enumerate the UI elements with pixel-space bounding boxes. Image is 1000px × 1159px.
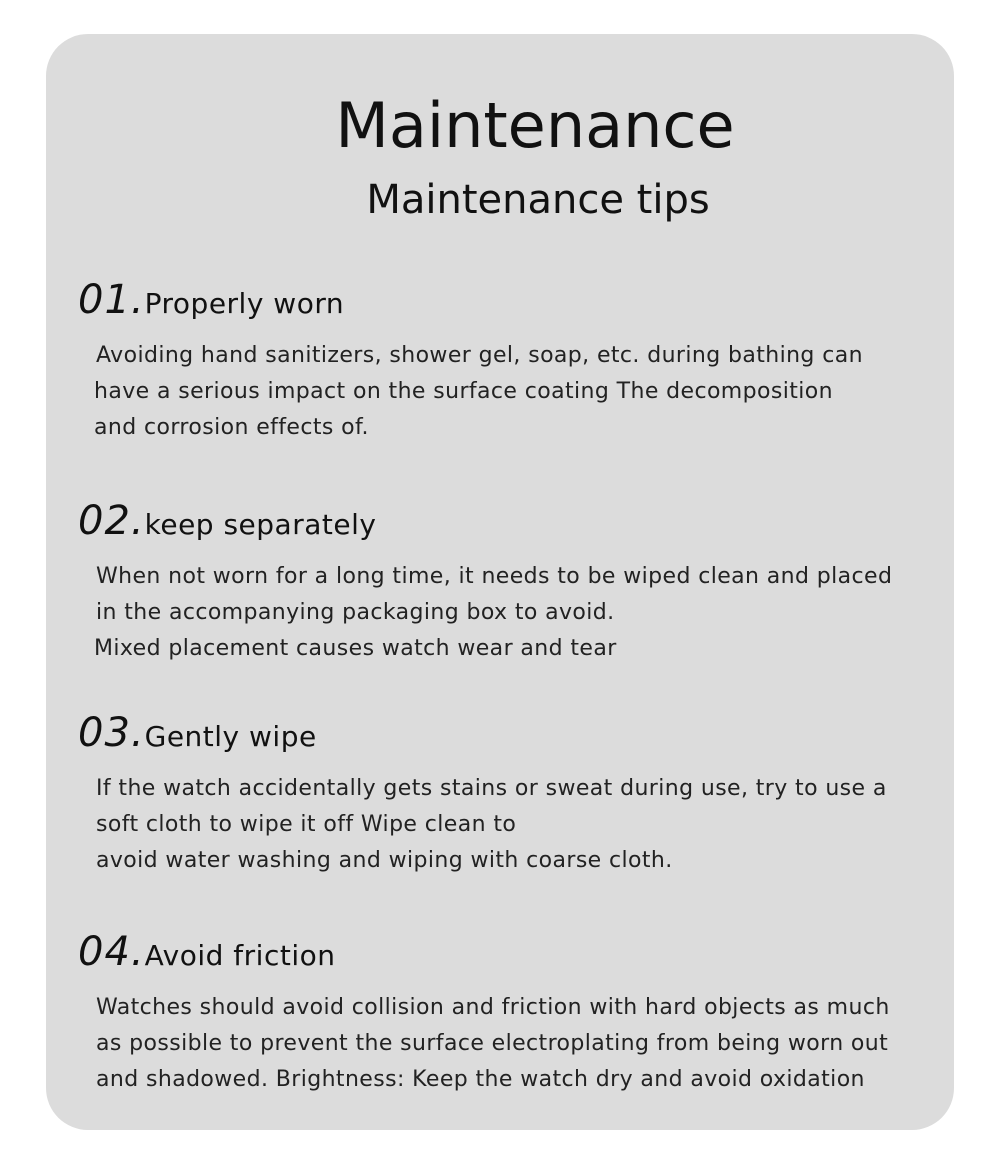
tip-number: 01. bbox=[78, 277, 145, 323]
tip-body-line: Avoiding hand sanitizers, shower gel, soap, etc. during bathing can bbox=[96, 343, 863, 368]
tip-number: 03. bbox=[78, 710, 145, 756]
tip-section-04 bbox=[78, 928, 948, 1098]
tip-body-line: and shadowed. Brightness: Keep the watch dry and avoid oxidation bbox=[96, 1067, 865, 1092]
tip-section-01 bbox=[78, 276, 948, 446]
tip-title: Properly worn bbox=[144, 287, 345, 320]
tip-body-line: as possible to prevent the surface electroplating from being worn out bbox=[96, 1031, 889, 1056]
tip-heading bbox=[78, 276, 948, 324]
tip-number: 04. bbox=[78, 929, 145, 975]
tip-body-line: Watches should avoid collision and friction with hard objects as much bbox=[96, 995, 890, 1020]
tip-body-line: avoid water washing and wiping with coarse cloth. bbox=[96, 848, 673, 873]
tip-title: Avoid friction bbox=[144, 939, 336, 972]
page-subtitle: Maintenance tips bbox=[366, 177, 710, 223]
tip-body-line: in the accompanying packaging box to avoid. bbox=[96, 600, 615, 625]
tip-body-line: and corrosion effects of. bbox=[94, 415, 369, 440]
tip-section-02 bbox=[78, 497, 948, 667]
tip-title: Gently wipe bbox=[144, 720, 317, 753]
tip-body bbox=[78, 990, 948, 1098]
tip-body-line: Mixed placement causes watch wear and tear bbox=[94, 636, 617, 661]
tip-body-line: If the watch accidentally gets stains or sweat during use, try to use a bbox=[96, 776, 887, 801]
tip-body-line: soft cloth to wipe it off Wipe clean to bbox=[96, 812, 517, 837]
tip-body bbox=[78, 559, 948, 667]
tip-heading bbox=[78, 497, 948, 545]
tip-body-line: When not worn for a long time, it needs to be wiped clean and placed bbox=[96, 564, 893, 589]
tip-body-line: have a serious impact on the surface coating The decomposition bbox=[94, 379, 833, 404]
tip-heading bbox=[78, 709, 948, 757]
tip-section-03 bbox=[78, 709, 948, 879]
tip-body bbox=[78, 771, 948, 879]
page-title: Maintenance bbox=[335, 89, 735, 162]
tip-body bbox=[78, 338, 948, 446]
tip-number: 02. bbox=[78, 498, 145, 544]
tip-heading bbox=[78, 928, 948, 976]
tip-title: keep separately bbox=[144, 508, 377, 541]
